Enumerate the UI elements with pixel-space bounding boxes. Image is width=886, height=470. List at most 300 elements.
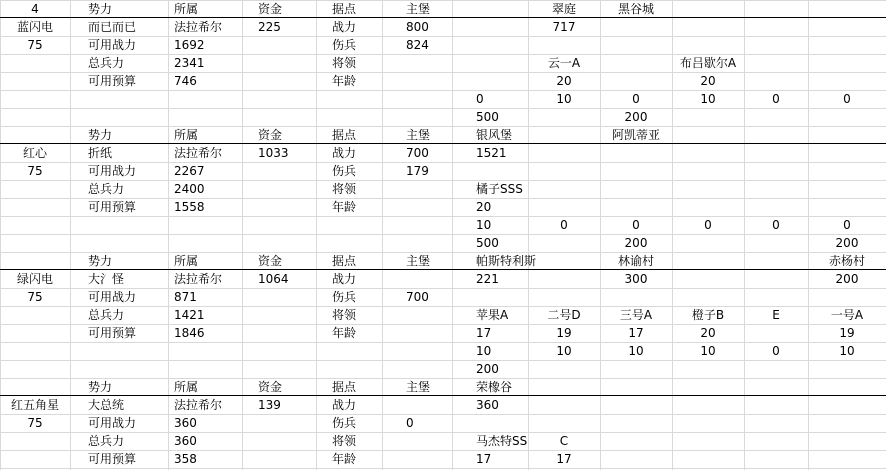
cell-r17-c11[interactable] <box>744 288 808 306</box>
cell-r5-c5[interactable]: 年龄 <box>332 74 357 88</box>
cell-r9-c8[interactable] <box>528 144 600 162</box>
cell-r5-c9[interactable] <box>600 72 672 90</box>
cell-r20-c6[interactable] <box>382 342 452 360</box>
cell-r21-c9[interactable] <box>600 360 672 378</box>
cell-r14-c6[interactable] <box>382 234 452 252</box>
cell-r1-c6[interactable]: 主堡 <box>406 2 431 16</box>
cell-r7-c8[interactable] <box>528 108 600 126</box>
cell-r8-c10[interactable] <box>672 126 744 144</box>
cell-r21-c7[interactable]: 200 <box>476 362 499 376</box>
cell-r18-c9[interactable]: 三号A <box>619 308 653 322</box>
cell-r4-c11[interactable] <box>744 54 808 72</box>
cell-r12-c10[interactable] <box>672 198 744 216</box>
cell-r8-c8[interactable] <box>528 126 600 144</box>
cell-r25-c5[interactable]: 将领 <box>332 434 357 448</box>
cell-r26-c5[interactable]: 年龄 <box>332 452 357 466</box>
cell-r6-c9[interactable]: 0 <box>632 92 640 106</box>
cell-r7-c4[interactable] <box>242 108 316 126</box>
cell-r9-c1[interactable]: 红心 <box>22 146 47 160</box>
cell-r14-c8[interactable] <box>528 234 600 252</box>
cell-r7-c12[interactable] <box>808 108 886 126</box>
cell-r21-c8[interactable] <box>528 360 600 378</box>
cell-r9-c3[interactable]: 法拉希尔 <box>174 146 223 160</box>
cell-r6-c4[interactable] <box>242 90 316 108</box>
cell-r20-c2[interactable] <box>70 342 168 360</box>
cell-r5-c1[interactable] <box>0 72 70 90</box>
cell-r17-c3[interactable]: 871 <box>174 290 197 304</box>
cell-r10-c9[interactable] <box>600 162 672 180</box>
cell-r5-c2[interactable]: 可用预算 <box>88 74 137 88</box>
cell-r11-c8[interactable] <box>528 180 600 198</box>
cell-r5-c3[interactable]: 746 <box>174 74 197 88</box>
cell-r21-c6[interactable] <box>382 360 452 378</box>
cell-r3-c11[interactable] <box>744 36 808 54</box>
cell-r23-c3[interactable]: 法拉希尔 <box>174 398 223 412</box>
cell-r9-c5[interactable]: 战力 <box>332 146 357 160</box>
cell-r25-c7[interactable]: 马杰特SS <box>476 434 528 448</box>
cell-r20-c12[interactable]: 10 <box>839 344 855 358</box>
cell-r5-c12[interactable] <box>808 72 886 90</box>
cell-r15-c10[interactable] <box>672 252 744 270</box>
cell-r1-c5[interactable]: 据点 <box>332 2 357 16</box>
cell-r2-c2[interactable]: 而已而已 <box>88 20 137 34</box>
cell-r22-c11[interactable] <box>744 378 808 396</box>
cell-r16-c2[interactable]: 大氵怪 <box>88 272 125 286</box>
cell-r25-c12[interactable] <box>808 432 886 450</box>
cell-r12-c2[interactable]: 可用预算 <box>88 200 137 214</box>
cell-r6-c1[interactable] <box>0 90 70 108</box>
cell-r3-c5[interactable]: 伤兵 <box>332 38 357 52</box>
cell-r23-c7[interactable]: 360 <box>476 398 499 412</box>
cell-r12-c4[interactable] <box>242 198 316 216</box>
cell-r15-c11[interactable] <box>744 252 808 270</box>
cell-r14-c10[interactable] <box>672 234 744 252</box>
cell-r15-c7[interactable]: 帕斯特利斯 <box>476 254 537 268</box>
cell-r2-c7[interactable] <box>452 18 528 36</box>
cell-r26-c4[interactable] <box>242 450 316 468</box>
cell-r1-c9[interactable]: 黑谷城 <box>617 2 654 16</box>
cell-r11-c10[interactable] <box>672 180 744 198</box>
cell-r20-c1[interactable] <box>0 342 70 360</box>
cell-r18-c11[interactable]: E <box>772 308 780 322</box>
cell-r24-c8[interactable] <box>528 414 600 432</box>
cell-r12-c8[interactable] <box>528 198 600 216</box>
cell-r10-c3[interactable]: 2267 <box>174 164 205 178</box>
cell-r9-c12[interactable] <box>808 144 886 162</box>
cell-r21-c1[interactable] <box>0 360 70 378</box>
cell-r24-c11[interactable] <box>744 414 808 432</box>
cell-r23-c11[interactable] <box>744 396 808 414</box>
cell-r15-c5[interactable]: 据点 <box>332 254 357 268</box>
cell-r3-c9[interactable] <box>600 36 672 54</box>
cell-r19-c10[interactable]: 20 <box>700 326 716 340</box>
cell-r10-c7[interactable] <box>452 162 528 180</box>
cell-r3-c8[interactable] <box>528 36 600 54</box>
cell-r15-c2[interactable]: 势力 <box>88 254 113 268</box>
cell-r19-c1[interactable] <box>0 324 70 342</box>
cell-r24-c12[interactable] <box>808 414 886 432</box>
cell-r22-c12[interactable] <box>808 378 886 396</box>
cell-r8-c7[interactable]: 银风堡 <box>476 128 513 142</box>
cell-r26-c3[interactable]: 358 <box>174 452 197 466</box>
cell-r11-c3[interactable]: 2400 <box>174 182 205 196</box>
cell-r10-c4[interactable] <box>242 162 316 180</box>
cell-r17-c5[interactable]: 伤兵 <box>332 290 357 304</box>
cell-r3-c6[interactable]: 824 <box>406 38 429 52</box>
cell-r23-c5[interactable]: 战力 <box>332 398 357 412</box>
cell-r13-c4[interactable] <box>242 216 316 234</box>
cell-r17-c6[interactable]: 700 <box>406 290 429 304</box>
cell-r13-c9[interactable]: 0 <box>632 218 640 232</box>
cell-r5-c6[interactable] <box>382 72 452 90</box>
cell-r24-c4[interactable] <box>242 414 316 432</box>
cell-r21-c4[interactable] <box>242 360 316 378</box>
cell-r10-c10[interactable] <box>672 162 744 180</box>
cell-r24-c10[interactable] <box>672 414 744 432</box>
cell-r18-c5[interactable]: 将领 <box>332 308 357 322</box>
cell-r10-c11[interactable] <box>744 162 808 180</box>
cell-r9-c10[interactable] <box>672 144 744 162</box>
cell-r23-c8[interactable] <box>528 396 600 414</box>
cell-r26-c7[interactable]: 17 <box>476 452 492 466</box>
cell-r2-c8[interactable]: 717 <box>552 20 576 34</box>
cell-r15-c8[interactable] <box>528 252 600 270</box>
cell-r24-c2[interactable]: 可用战力 <box>88 416 137 430</box>
cell-r25-c3[interactable]: 360 <box>174 434 197 448</box>
cell-r7-c7[interactable]: 500 <box>476 110 499 124</box>
cell-r24-c3[interactable]: 360 <box>174 416 197 430</box>
cell-r18-c1[interactable] <box>0 306 70 324</box>
cell-r1-c3[interactable]: 所属 <box>174 2 199 16</box>
cell-r6-c3[interactable] <box>168 90 242 108</box>
cell-r13-c1[interactable] <box>0 216 70 234</box>
cell-r14-c2[interactable] <box>70 234 168 252</box>
cell-r12-c9[interactable] <box>600 198 672 216</box>
cell-r9-c11[interactable] <box>744 144 808 162</box>
cell-r12-c3[interactable]: 1558 <box>174 200 205 214</box>
cell-r4-c8[interactable]: 云一A <box>547 56 581 70</box>
cell-r22-c1[interactable] <box>0 378 70 396</box>
cell-r26-c10[interactable] <box>672 450 744 468</box>
cell-r19-c3[interactable]: 1846 <box>174 326 205 340</box>
cell-r17-c9[interactable] <box>600 288 672 306</box>
cell-r23-c6[interactable] <box>382 396 452 414</box>
cell-r3-c10[interactable] <box>672 36 744 54</box>
cell-r26-c8[interactable]: 17 <box>556 452 572 466</box>
cell-r18-c7[interactable]: 苹果A <box>476 308 509 322</box>
cell-r9-c6[interactable]: 700 <box>406 146 429 160</box>
cell-r2-c9[interactable] <box>600 18 672 36</box>
cell-r22-c7[interactable]: 荣橡谷 <box>476 380 513 394</box>
cell-r2-c11[interactable] <box>744 18 808 36</box>
cell-r6-c11[interactable]: 0 <box>772 92 780 106</box>
cell-r22-c2[interactable]: 势力 <box>88 380 113 394</box>
cell-r21-c5[interactable] <box>316 360 382 378</box>
cell-r1-c8[interactable]: 翠庭 <box>551 2 576 16</box>
cell-r25-c9[interactable] <box>600 432 672 450</box>
cell-r9-c7[interactable]: 1521 <box>476 146 507 160</box>
cell-r18-c4[interactable] <box>242 306 316 324</box>
cell-r15-c6[interactable]: 主堡 <box>406 254 431 268</box>
cell-r14-c11[interactable] <box>744 234 808 252</box>
cell-r25-c6[interactable] <box>382 432 452 450</box>
cell-r20-c3[interactable] <box>168 342 242 360</box>
cell-r7-c9[interactable]: 200 <box>624 110 648 124</box>
cell-r6-c5[interactable] <box>316 90 382 108</box>
cell-r14-c5[interactable] <box>316 234 382 252</box>
cell-r18-c6[interactable] <box>382 306 452 324</box>
cell-r8-c9[interactable]: 阿凯蒂亚 <box>611 128 660 142</box>
cell-r16-c12[interactable]: 200 <box>835 272 859 286</box>
cell-r3-c12[interactable] <box>808 36 886 54</box>
cell-r22-c3[interactable]: 所属 <box>174 380 199 394</box>
cell-r14-c4[interactable] <box>242 234 316 252</box>
cell-r17-c10[interactable] <box>672 288 744 306</box>
cell-r13-c10[interactable]: 0 <box>704 218 712 232</box>
cell-r6-c10[interactable]: 10 <box>700 92 716 106</box>
cell-r1-c4[interactable]: 资金 <box>258 2 283 16</box>
cell-r7-c6[interactable] <box>382 108 452 126</box>
cell-r8-c2[interactable]: 势力 <box>88 128 113 142</box>
cell-r4-c12[interactable] <box>808 54 886 72</box>
cell-r1-c7[interactable] <box>452 0 528 18</box>
cell-r7-c10[interactable] <box>672 108 744 126</box>
cell-r11-c12[interactable] <box>808 180 886 198</box>
cell-r14-c12[interactable]: 200 <box>835 236 859 250</box>
cell-r3-c7[interactable] <box>452 36 528 54</box>
cell-r10-c2[interactable]: 可用战力 <box>88 164 137 178</box>
cell-r13-c5[interactable] <box>316 216 382 234</box>
cell-r4-c3[interactable]: 2341 <box>174 56 205 70</box>
cell-r16-c5[interactable]: 战力 <box>332 272 357 286</box>
cell-r16-c1[interactable]: 绿闪电 <box>16 272 53 286</box>
cell-r21-c3[interactable] <box>168 360 242 378</box>
cell-r7-c2[interactable] <box>70 108 168 126</box>
cell-r5-c8[interactable]: 20 <box>556 74 572 88</box>
cell-r22-c5[interactable]: 据点 <box>332 380 357 394</box>
cell-r10-c1[interactable]: 75 <box>27 164 43 178</box>
cell-r5-c10[interactable]: 20 <box>700 74 716 88</box>
cell-r16-c10[interactable] <box>672 270 744 288</box>
cell-r11-c1[interactable] <box>0 180 70 198</box>
cell-r4-c2[interactable]: 总兵力 <box>88 56 125 70</box>
cell-r23-c4[interactable]: 139 <box>258 398 281 412</box>
cell-r15-c12[interactable]: 赤杨村 <box>828 254 865 268</box>
cell-r1-c2[interactable]: 势力 <box>88 2 113 16</box>
cell-r23-c1[interactable]: 红五角星 <box>10 398 59 412</box>
cell-r2-c3[interactable]: 法拉希尔 <box>174 20 223 34</box>
cell-r16-c6[interactable] <box>382 270 452 288</box>
cell-r12-c5[interactable]: 年龄 <box>332 200 357 214</box>
cell-r17-c2[interactable]: 可用战力 <box>88 290 137 304</box>
cell-r26-c2[interactable]: 可用预算 <box>88 452 137 466</box>
cell-r7-c5[interactable] <box>316 108 382 126</box>
cell-r18-c10[interactable]: 橙子B <box>691 308 725 322</box>
cell-r1-c1[interactable]: 4 <box>31 2 39 16</box>
cell-r15-c1[interactable] <box>0 252 70 270</box>
cell-r15-c4[interactable]: 资金 <box>258 254 283 268</box>
cell-r8-c3[interactable]: 所属 <box>174 128 199 142</box>
cell-r8-c4[interactable]: 资金 <box>258 128 283 142</box>
cell-r12-c6[interactable] <box>382 198 452 216</box>
cell-r21-c11[interactable] <box>744 360 808 378</box>
cell-r20-c9[interactable]: 10 <box>628 344 644 358</box>
cell-r25-c11[interactable] <box>744 432 808 450</box>
cell-r9-c9[interactable] <box>600 144 672 162</box>
cell-r2-c4[interactable]: 225 <box>258 20 281 34</box>
cell-r10-c8[interactable] <box>528 162 600 180</box>
cell-r7-c11[interactable] <box>744 108 808 126</box>
cell-r3-c2[interactable]: 可用战力 <box>88 38 137 52</box>
cell-r6-c7[interactable]: 0 <box>476 92 484 106</box>
cell-r1-c12[interactable] <box>808 0 886 18</box>
cell-r19-c5[interactable]: 年龄 <box>332 326 357 340</box>
cell-r6-c8[interactable]: 10 <box>556 92 572 106</box>
cell-r13-c6[interactable] <box>382 216 452 234</box>
cell-r9-c2[interactable]: 折纸 <box>88 146 113 160</box>
cell-r7-c3[interactable] <box>168 108 242 126</box>
cell-r20-c4[interactable] <box>242 342 316 360</box>
cell-r11-c5[interactable]: 将领 <box>332 182 357 196</box>
cell-r13-c3[interactable] <box>168 216 242 234</box>
cell-r11-c4[interactable] <box>242 180 316 198</box>
cell-r14-c3[interactable] <box>168 234 242 252</box>
cell-r20-c5[interactable] <box>316 342 382 360</box>
cell-r10-c5[interactable]: 伤兵 <box>332 164 357 178</box>
cell-r16-c8[interactable] <box>528 270 600 288</box>
cell-r8-c11[interactable] <box>744 126 808 144</box>
cell-r5-c7[interactable] <box>452 72 528 90</box>
cell-r2-c10[interactable] <box>672 18 744 36</box>
cell-r13-c8[interactable]: 0 <box>560 218 568 232</box>
cell-r23-c9[interactable] <box>600 396 672 414</box>
cell-r4-c10[interactable]: 布吕歇尔A <box>679 56 737 70</box>
cell-r17-c7[interactable] <box>452 288 528 306</box>
cell-r19-c7[interactable]: 17 <box>476 326 492 340</box>
cell-r16-c3[interactable]: 法拉希尔 <box>174 272 223 286</box>
cell-r22-c4[interactable]: 资金 <box>258 380 283 394</box>
cell-r4-c6[interactable] <box>382 54 452 72</box>
cell-r3-c3[interactable]: 1692 <box>174 38 205 52</box>
cell-r2-c6[interactable]: 800 <box>406 20 429 34</box>
cell-r4-c1[interactable] <box>0 54 70 72</box>
cell-r23-c2[interactable]: 大总统 <box>88 398 125 412</box>
cell-r4-c4[interactable] <box>242 54 316 72</box>
cell-r24-c6[interactable]: 0 <box>406 416 414 430</box>
cell-r16-c4[interactable]: 1064 <box>258 272 289 286</box>
cell-r18-c2[interactable]: 总兵力 <box>88 308 125 322</box>
cell-r11-c11[interactable] <box>744 180 808 198</box>
cell-r19-c2[interactable]: 可用预算 <box>88 326 137 340</box>
cell-r18-c12[interactable]: 一号A <box>830 308 864 322</box>
cell-r11-c2[interactable]: 总兵力 <box>88 182 125 196</box>
cell-r4-c7[interactable] <box>452 54 528 72</box>
cell-r6-c2[interactable] <box>70 90 168 108</box>
cell-r11-c7[interactable]: 橘子SSS <box>476 182 523 196</box>
cell-r26-c1[interactable] <box>0 450 70 468</box>
cell-r13-c7[interactable]: 10 <box>476 218 492 232</box>
cell-r22-c9[interactable] <box>600 378 672 396</box>
cell-r8-c1[interactable] <box>0 126 70 144</box>
cell-r16-c9[interactable]: 300 <box>624 272 648 286</box>
cell-r18-c3[interactable]: 1421 <box>174 308 205 322</box>
cell-r1-c10[interactable] <box>672 0 744 18</box>
cell-r26-c12[interactable] <box>808 450 886 468</box>
cell-r12-c7[interactable]: 20 <box>476 200 492 214</box>
cell-r11-c6[interactable] <box>382 180 452 198</box>
cell-r13-c12[interactable]: 0 <box>843 218 851 232</box>
cell-r25-c8[interactable]: C <box>559 434 569 448</box>
cell-r19-c9[interactable]: 17 <box>628 326 644 340</box>
cell-r10-c12[interactable] <box>808 162 886 180</box>
cell-r23-c10[interactable] <box>672 396 744 414</box>
cell-r19-c12[interactable]: 19 <box>839 326 855 340</box>
cell-r6-c6[interactable] <box>382 90 452 108</box>
cell-r19-c11[interactable] <box>744 324 808 342</box>
cell-r8-c5[interactable]: 据点 <box>332 128 357 142</box>
cell-r13-c11[interactable]: 0 <box>772 218 780 232</box>
cell-r19-c8[interactable]: 19 <box>556 326 572 340</box>
cell-r13-c2[interactable] <box>70 216 168 234</box>
cell-r25-c2[interactable]: 总兵力 <box>88 434 125 448</box>
cell-r8-c12[interactable] <box>808 126 886 144</box>
cell-r8-c6[interactable]: 主堡 <box>406 128 431 142</box>
cell-r25-c4[interactable] <box>242 432 316 450</box>
cell-r17-c4[interactable] <box>242 288 316 306</box>
cell-r24-c9[interactable] <box>600 414 672 432</box>
cell-r17-c1[interactable]: 75 <box>27 290 43 304</box>
cell-r24-c5[interactable]: 伤兵 <box>332 416 357 430</box>
cell-r3-c4[interactable] <box>242 36 316 54</box>
cell-r26-c11[interactable] <box>744 450 808 468</box>
cell-r17-c12[interactable] <box>808 288 886 306</box>
cell-r16-c7[interactable]: 221 <box>476 272 499 286</box>
cell-r21-c2[interactable] <box>70 360 168 378</box>
cell-r26-c6[interactable] <box>382 450 452 468</box>
cell-r23-c12[interactable] <box>808 396 886 414</box>
cell-r22-c6[interactable]: 主堡 <box>406 380 431 394</box>
cell-r7-c1[interactable] <box>0 108 70 126</box>
cell-r24-c7[interactable] <box>452 414 528 432</box>
cell-r22-c8[interactable] <box>528 378 600 396</box>
cell-r11-c9[interactable] <box>600 180 672 198</box>
cell-r4-c9[interactable] <box>600 54 672 72</box>
cell-r12-c12[interactable] <box>808 198 886 216</box>
cell-r22-c10[interactable] <box>672 378 744 396</box>
cell-r2-c1[interactable]: 蓝闪电 <box>16 20 53 34</box>
cell-r21-c10[interactable] <box>672 360 744 378</box>
cell-r12-c1[interactable] <box>0 198 70 216</box>
cell-r10-c6[interactable]: 179 <box>406 164 429 178</box>
cell-r12-c11[interactable] <box>744 198 808 216</box>
cell-r26-c9[interactable] <box>600 450 672 468</box>
cell-r19-c4[interactable] <box>242 324 316 342</box>
cell-r14-c7[interactable]: 500 <box>476 236 499 250</box>
cell-r20-c10[interactable]: 10 <box>700 344 716 358</box>
cell-r19-c6[interactable] <box>382 324 452 342</box>
cell-r20-c11[interactable]: 0 <box>772 344 780 358</box>
cell-r5-c4[interactable] <box>242 72 316 90</box>
cell-r24-c1[interactable]: 75 <box>27 416 43 430</box>
cell-r21-c12[interactable] <box>808 360 886 378</box>
cell-r20-c8[interactable]: 10 <box>556 344 572 358</box>
cell-r25-c1[interactable] <box>0 432 70 450</box>
cell-r16-c11[interactable] <box>744 270 808 288</box>
cell-r25-c10[interactable] <box>672 432 744 450</box>
cell-r6-c12[interactable]: 0 <box>843 92 851 106</box>
cell-r20-c7[interactable]: 10 <box>476 344 492 358</box>
cell-r15-c9[interactable]: 林谕村 <box>617 254 654 268</box>
